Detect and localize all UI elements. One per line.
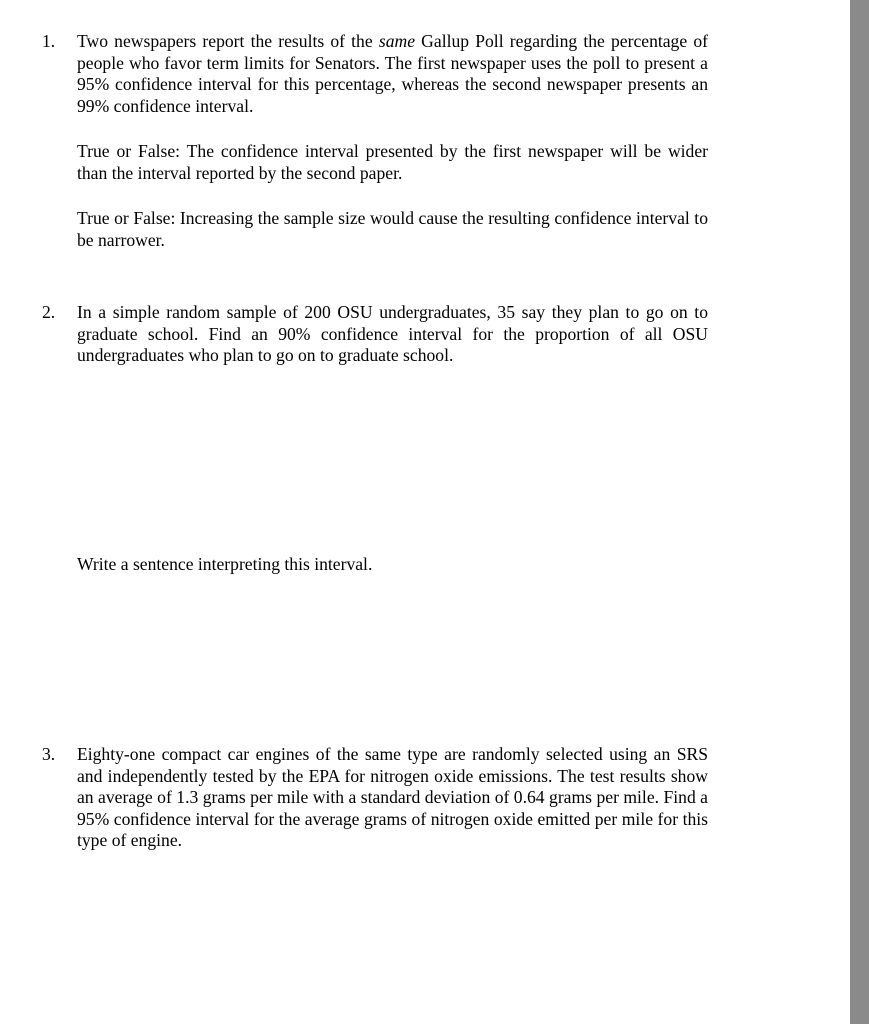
emphasis-same: same [378, 31, 416, 51]
question-number: 2. [42, 302, 56, 322]
question-text: Two newspapers report the results of the same Gallup Poll regarding the percentage of people who favor term limits for Senators. The first newspaper uses the poll to present a 95% confidence interval for this percentage, whereas the second newspaper presents an 99% confidence interval. [77, 31, 708, 116]
question-1-part-a: True or False: The confidence interval presented by the first newspaper will be wider than the interval reported by the second paper. [77, 141, 708, 183]
question-number: 3. [42, 744, 56, 764]
question-2-part-a: Write a sentence interpreting this interval. [77, 554, 373, 574]
question-text: In a simple random sample of 200 OSU undergraduates, 35 say they plan to go on to graduate school. Find an 90% confidence interval for the proportion of all OSU undergraduates who plan to go on to graduate school. [77, 302, 708, 365]
question-3 [42, 744, 708, 852]
question-text: Eighty-one compact car engines of the same type are randomly selected using an SRS and independently tested by the EPA for nitrogen oxide emissions. The test results show an average of 1.3 grams per mile with a standard deviation of 0.64 grams per mile. Find a 95% confidence interval for the average grams of nitrogen oxide emitted per mile for this type of engine. [77, 744, 708, 850]
question-2 [42, 302, 708, 367]
vertical-scrollbar[interactable] [850, 0, 869, 1024]
question-1 [42, 31, 708, 117]
question-number: 1. [42, 31, 56, 51]
question-1-part-b: True or False: Increasing the sample size would cause the resulting confidence interval to be narrower. [77, 208, 708, 250]
